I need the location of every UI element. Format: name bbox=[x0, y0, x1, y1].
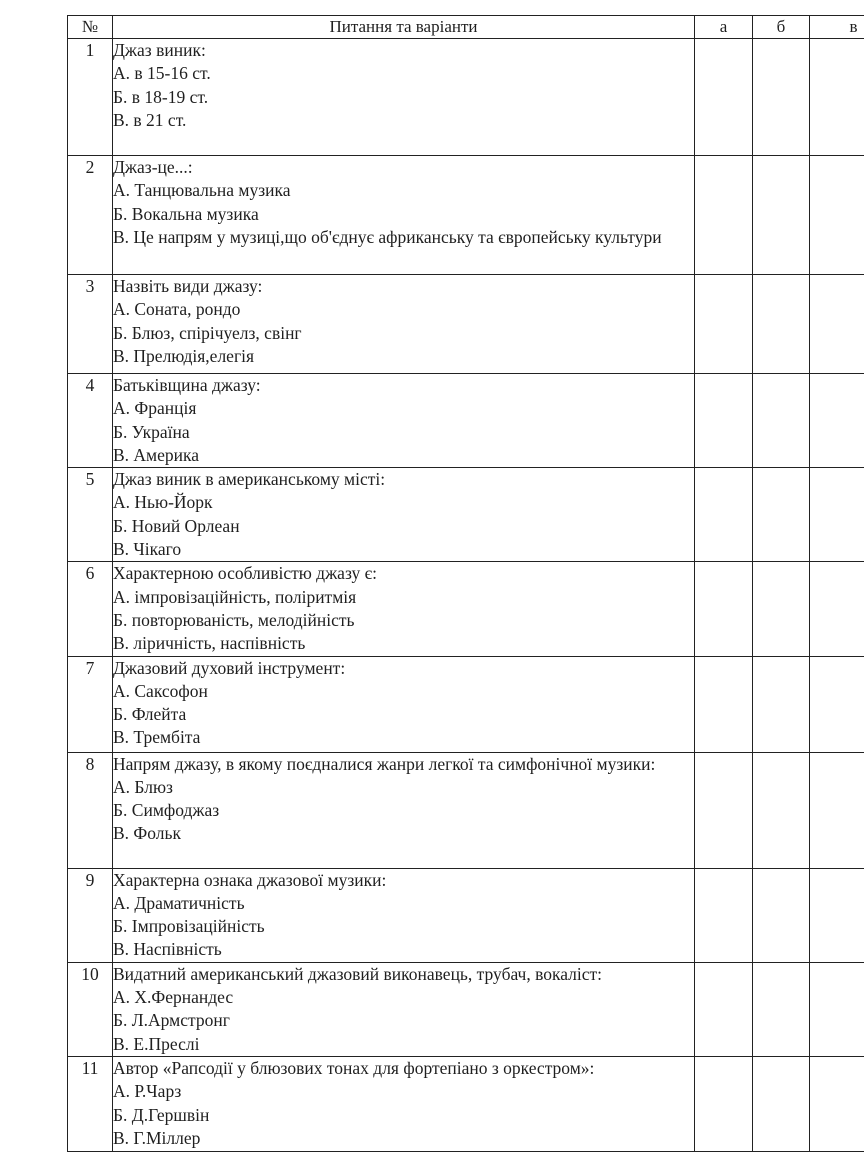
answer-option: В. Г.Міллер bbox=[113, 1127, 694, 1150]
answer-option: Б. Л.Армстронг bbox=[113, 1009, 694, 1032]
question-cell bbox=[113, 374, 695, 468]
answer-option: А. Драматичність bbox=[113, 892, 694, 915]
question-cell bbox=[113, 275, 695, 374]
header-answer-a: а bbox=[695, 16, 753, 39]
answer-option: В. Америка bbox=[113, 444, 694, 467]
question-number: 3 bbox=[68, 275, 113, 374]
question-row bbox=[68, 962, 864, 1056]
question-number: 2 bbox=[68, 156, 113, 275]
answer-cell-a[interactable] bbox=[695, 1056, 753, 1151]
answer-option: А. Нью-Йорк bbox=[113, 491, 694, 514]
question-row bbox=[68, 656, 864, 752]
question-row bbox=[68, 868, 864, 962]
answer-option: А. Саксофон bbox=[113, 680, 694, 703]
answer-cell-v[interactable] bbox=[810, 275, 864, 374]
question-cell bbox=[113, 39, 695, 156]
question-text: Джаз-це...: bbox=[113, 156, 694, 179]
answer-cell-a[interactable] bbox=[695, 656, 753, 752]
answer-option: Б. повторюваність, мелодійність bbox=[113, 609, 694, 632]
question-text: Джазовий духовий інструмент: bbox=[113, 657, 694, 680]
question-text: Напрям джазу, в якому поєдналися жанри легкої та симфонічної музики: bbox=[113, 753, 694, 776]
answer-cell-b[interactable] bbox=[753, 39, 810, 156]
question-row bbox=[68, 1056, 864, 1151]
answer-option: В. ліричність, наспівність bbox=[113, 632, 694, 655]
answer-option: Б. Д.Гершвін bbox=[113, 1104, 694, 1127]
answer-cell-v[interactable] bbox=[810, 868, 864, 962]
answer-cell-b[interactable] bbox=[753, 1056, 810, 1151]
question-number: 5 bbox=[68, 468, 113, 562]
question-text: Видатний американський джазовий виконавець, трубач, вокаліст: bbox=[113, 963, 694, 986]
answer-option: А. імпровізаційність, поліритмія bbox=[113, 586, 694, 609]
answer-cell-b[interactable] bbox=[753, 656, 810, 752]
question-cell bbox=[113, 752, 695, 868]
question-number: 9 bbox=[68, 868, 113, 962]
question-row bbox=[68, 275, 864, 374]
answer-option: А. Соната, рондо bbox=[113, 298, 694, 321]
answer-cell-a[interactable] bbox=[695, 374, 753, 468]
question-cell bbox=[113, 156, 695, 275]
answer-cell-b[interactable] bbox=[753, 374, 810, 468]
answer-option: В. в 21 ст. bbox=[113, 109, 694, 132]
answer-option: В. Е.Преслі bbox=[113, 1033, 694, 1056]
answer-option: В. Наспівність bbox=[113, 938, 694, 961]
answer-cell-v[interactable] bbox=[810, 1056, 864, 1151]
answer-option: В. Чікаго bbox=[113, 538, 694, 561]
answer-option: А. Х.Фернандес bbox=[113, 986, 694, 1009]
answer-cell-v[interactable] bbox=[810, 752, 864, 868]
answer-cell-b[interactable] bbox=[753, 962, 810, 1056]
answer-option: Б. Симфоджаз bbox=[113, 799, 694, 822]
answer-option: Б. в 18-19 ст. bbox=[113, 86, 694, 109]
answer-option: А. Блюз bbox=[113, 776, 694, 799]
answer-cell-a[interactable] bbox=[695, 562, 753, 656]
answer-cell-a[interactable] bbox=[695, 275, 753, 374]
answer-option: В. Це напрям у музиці,що об'єднує африканську та європейську культури bbox=[113, 226, 694, 249]
question-number: 8 bbox=[68, 752, 113, 868]
question-row bbox=[68, 468, 864, 562]
answer-cell-a[interactable] bbox=[695, 868, 753, 962]
question-cell bbox=[113, 468, 695, 562]
question-cell bbox=[113, 1056, 695, 1151]
answer-option: Б. Вокальна музика bbox=[113, 203, 694, 226]
answer-cell-a[interactable] bbox=[695, 39, 753, 156]
answer-cell-v[interactable] bbox=[810, 156, 864, 275]
question-text: Джаз виник: bbox=[113, 39, 694, 62]
answer-option: А. Франція bbox=[113, 397, 694, 420]
question-number: 10 bbox=[68, 962, 113, 1056]
header-num: № bbox=[68, 16, 113, 39]
answer-option: В. Фольк bbox=[113, 822, 694, 845]
answer-option: В. Прелюдія,елегія bbox=[113, 345, 694, 368]
question-text: Характерною особливістю джазу є: bbox=[113, 562, 694, 585]
answer-cell-v[interactable] bbox=[810, 468, 864, 562]
answer-option: Б. Новий Орлеан bbox=[113, 515, 694, 538]
question-row bbox=[68, 562, 864, 656]
question-text: Характерна ознака джазової музики: bbox=[113, 869, 694, 892]
question-text: Джаз виник в американському місті: bbox=[113, 468, 694, 491]
question-number: 11 bbox=[68, 1056, 113, 1151]
header-question: Питання та варіанти bbox=[113, 16, 695, 39]
answer-cell-v[interactable] bbox=[810, 374, 864, 468]
question-row bbox=[68, 39, 864, 156]
answer-cell-b[interactable] bbox=[753, 275, 810, 374]
answer-cell-a[interactable] bbox=[695, 962, 753, 1056]
question-cell bbox=[113, 868, 695, 962]
question-text: Автор «Рапсодії у блюзових тонах для фортепіано з оркестром»: bbox=[113, 1057, 694, 1080]
question-text: Назвіть види джазу: bbox=[113, 275, 694, 298]
answer-cell-v[interactable] bbox=[810, 562, 864, 656]
answer-cell-v[interactable] bbox=[810, 39, 864, 156]
answer-cell-a[interactable] bbox=[695, 468, 753, 562]
question-text: Батьківщина джазу: bbox=[113, 374, 694, 397]
question-number: 1 bbox=[68, 39, 113, 156]
question-cell bbox=[113, 962, 695, 1056]
answer-option: Б. Імпровізаційність bbox=[113, 915, 694, 938]
question-number: 7 bbox=[68, 656, 113, 752]
answer-cell-a[interactable] bbox=[695, 156, 753, 275]
question-number: 6 bbox=[68, 562, 113, 656]
header-answer-b: б bbox=[753, 16, 810, 39]
question-row bbox=[68, 752, 864, 868]
question-cell bbox=[113, 656, 695, 752]
answer-cell-b[interactable] bbox=[753, 468, 810, 562]
answer-cell-b[interactable] bbox=[753, 562, 810, 656]
question-cell bbox=[113, 562, 695, 656]
answer-option: А. в 15-16 ст. bbox=[113, 62, 694, 85]
answer-cell-v[interactable] bbox=[810, 656, 864, 752]
header-answer-v: в bbox=[810, 16, 864, 39]
answer-cell-a[interactable] bbox=[695, 752, 753, 868]
answer-cell-b[interactable] bbox=[753, 868, 810, 962]
answer-cell-b[interactable] bbox=[753, 156, 810, 275]
quiz-table bbox=[67, 15, 864, 1152]
answer-option: В. Трембіта bbox=[113, 726, 694, 749]
answer-cell-v[interactable] bbox=[810, 962, 864, 1056]
question-number: 4 bbox=[68, 374, 113, 468]
answer-option: Б. Флейта bbox=[113, 703, 694, 726]
answer-option: А. Р.Чарз bbox=[113, 1080, 694, 1103]
answer-option: Б. Блюз, спірічуелз, свінг bbox=[113, 322, 694, 345]
answer-cell-b[interactable] bbox=[753, 752, 810, 868]
answer-option: А. Танцювальна музика bbox=[113, 179, 694, 202]
header-row bbox=[68, 16, 864, 39]
question-row bbox=[68, 156, 864, 275]
quiz-body bbox=[68, 39, 864, 1152]
question-row bbox=[68, 374, 864, 468]
answer-option: Б. Україна bbox=[113, 421, 694, 444]
